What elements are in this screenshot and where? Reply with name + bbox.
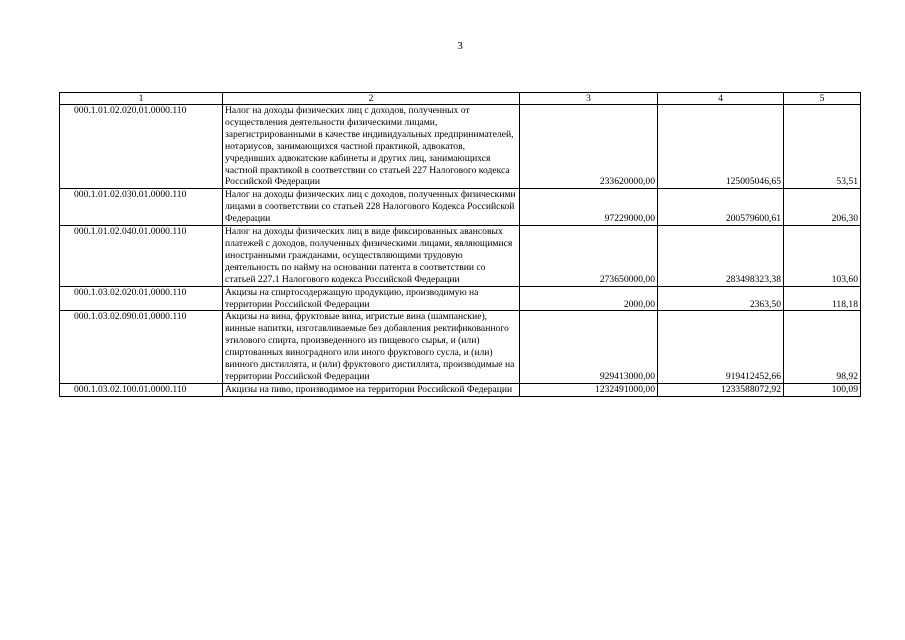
revenue-name-cell: Налог на доходы физических лиц в виде фиксированных авансовых платежей с доходов, полученных физическими лицами, являющимися иностранными гражданами, осуществляющими трудовую деятельность по найму на основании патента в соответствии со статьей 227.1 Налогового кодекса Российской Федерации [223, 226, 520, 287]
page-number: 3 [457, 40, 463, 52]
percent-cell: 53,51 [784, 105, 861, 189]
budget-code-cell: 000.1.03.02.090.01.0000.110 [60, 311, 223, 383]
actual-amount-cell: 919412452,66 [658, 311, 784, 383]
budget-code-cell: 000.1.03.02.020.01.0000.110 [60, 286, 223, 311]
table-row [60, 286, 861, 311]
column-header: 3 [520, 93, 658, 105]
actual-amount-cell: 200579600,61 [658, 189, 784, 226]
percent-cell: 206,30 [784, 189, 861, 226]
percent-cell: 103,60 [784, 226, 861, 287]
table-row [60, 226, 861, 287]
table-header-row [60, 93, 861, 105]
revenue-table [59, 92, 861, 397]
table-row [60, 383, 861, 396]
percent-cell: 98,92 [784, 311, 861, 383]
budget-code-cell: 000.1.01.02.040.01.0000.110 [60, 226, 223, 287]
actual-amount-cell: 125005046,65 [658, 105, 784, 189]
table-row [60, 105, 861, 189]
plan-amount-cell: 1232491000,00 [520, 383, 658, 396]
plan-amount-cell: 273650000,00 [520, 226, 658, 287]
actual-amount-cell: 1233588072,92 [658, 383, 784, 396]
column-header: 1 [60, 93, 223, 105]
percent-cell: 118,18 [784, 286, 861, 311]
actual-amount-cell: 2363,50 [658, 286, 784, 311]
revenue-name-cell: Налог на доходы физических лиц с доходов, полученных физическими лицами в соответствии со статьей 228 Налогового Кодекса Российской Федерации [223, 189, 520, 226]
budget-code-cell: 000.1.03.02.100.01.0000.110 [60, 383, 223, 396]
budget-code-cell: 000.1.01.02.030.01.0000.110 [60, 189, 223, 226]
actual-amount-cell: 283498323,38 [658, 226, 784, 287]
revenue-name-cell: Акцизы на вина, фруктовые вина, игристые вина (шампанские), винные напитки, изготавливаемые без добавления ректификованного этилового спирта, произведенного из пищевого сырья, и (или) спиртованных виноградного или иного фруктового сусла, и (или) винного дистиллята, и (или) фруктового дистиллята, производимые на территории Российской Федерации [223, 311, 520, 383]
plan-amount-cell: 97229000,00 [520, 189, 658, 226]
column-header: 5 [784, 93, 861, 105]
plan-amount-cell: 2000,00 [520, 286, 658, 311]
revenue-name-cell: Акцизы на пиво, производимое на территории Российской Федерации [223, 383, 520, 396]
table-row [60, 311, 861, 383]
budget-code-cell: 000.1.01.02.020.01.0000.110 [60, 105, 223, 189]
revenue-name-cell: Налог на доходы физических лиц с доходов, полученных от осуществления деятельности физическими лицами, зарегистрированными в качестве индивидуальных предпринимателей, нотариусов, занимающихся частной практикой, адвокатов, учредивших адвокатские кабинеты и других лиц, занимающихся частной практикой в соответствии со статьей 227 Налогового кодекса Российской Федерации [223, 105, 520, 189]
table-row [60, 189, 861, 226]
percent-cell: 100,09 [784, 383, 861, 396]
plan-amount-cell: 929413000,00 [520, 311, 658, 383]
column-header: 2 [223, 93, 520, 105]
revenue-name-cell: Акцизы на спиртосодержащую продукцию, производимую на территории Российской Федерации [223, 286, 520, 311]
column-header: 4 [658, 93, 784, 105]
plan-amount-cell: 233620000,00 [520, 105, 658, 189]
